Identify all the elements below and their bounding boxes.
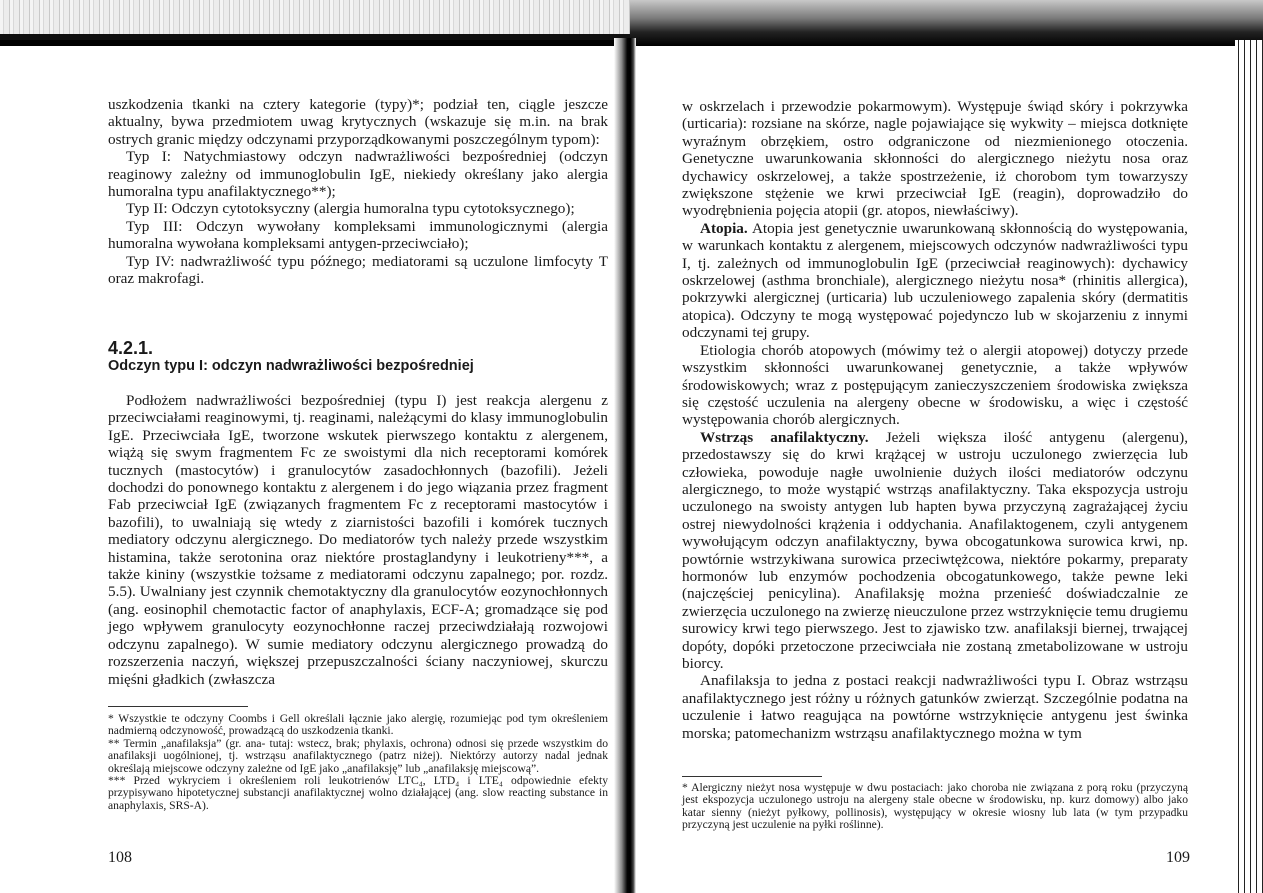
paragraph: uszkodzenia tkanki na cztery kategorie (typy)*; podział ten, ciągle jeszcze aktualny, bywa przedmiotem uwag krytycznych (wskazuje się m.in. na brak ostrych granic między odczynami przyporządkowanymi poszczególnym typom): bbox=[108, 96, 608, 148]
page-number-left: 108 bbox=[108, 849, 132, 866]
paragraph: Typ II: Odczyn cytotoksyczny (alergia humoralna typu cytotoksycznego); bbox=[126, 200, 575, 218]
section-number: 4.2.1. bbox=[108, 338, 154, 358]
footnote: *** Przed wykryciem i określeniem roli leukotrienów LTC₄, LTD₄ i LTE₄ odpowiednie efekty przypisywano hipotetycznej substancji anafilaktycznej wolno działającej (ang. slow reacting substance in anaphylaxis, SRS-A). bbox=[108, 774, 608, 812]
footnote-rule bbox=[108, 706, 248, 707]
paragraph: Etiologia chorób atopowych (mówimy też o alergii atopowej) dotyczy przede wszystkim skłonności uwarunkowanej genetycznie, a także wpływów środowiskowych; wraz z postępującym zanieczyszczeniem środowiska zwiększa się częstość uczulenia na alergeny obecne w środowisku, a więc i częstość występowania chorób alergicznych. bbox=[682, 341, 1188, 429]
paragraph-body: Atopia jest genetycznie uwarunkowaną skłonnością do występowania, w warunkach kontaktu z alergenem, miejscowych odczynów nadwrażliwości typu I, tj. zależnych od immunoglobulin IgE (przeciwciał reaginowych): dychawicy oskrzelowej (asthma bronchiale), alergicznego nieżytu nosa* (rhinitis allergica), pokrzywki alergicznej (urticaria) lub uczuleniowego zapalenia skóry (dermatitis atopica). Odczyny te mogą występować pojedynczo lub w skojarzeniu z innymi odczynami tej grupy. bbox=[682, 219, 1188, 342]
book-gutter bbox=[614, 38, 636, 893]
left-section-text bbox=[108, 392, 608, 688]
scan-dark-bar-left-bottom bbox=[0, 40, 630, 46]
paragraph-body: Jeżeli większa ilość antygenu (alergenu), przedostawszy się do krwi krążącej w ustroju uczulonego zwierzęcia lub człowieka, powoduje nagłe uwolnienie dużych ilości mediatorów odczynu alergicznego, to może wystąpić wstrząs anafilaktyczny. Taka ekspozycja ustroju uczulonego na swoisty antygen lub hapten bywa przyczyną zagrażającej życiu ostrej niewydolności krążenia i oddychania. Anafilaktogenem, czyli antygenem wywołującym odczyn anafilaktyczny, bywa obcogatunkowa surowica krwi, np. powtórnie wstrzykiwana surowica przeciwtężcowa, niektóre pokarmy, preparaty hormonów lub enzymów pochodzenia obcogatunkowego, także pewne leki (najczęściej penicylina). Anafilaksję można przenieść doświadczalnie ze zwierzęcia uczulonego na zwierzę nieuczulone przez wstrzyknięcie temu drugiemu surowicy krwi tego pierwszego. Jest to zjawisko tzw. anafilaksji biernej, trwającej dopóty, dopóki przetoczone przeciwciała nie zostaną zmetabolizowane w ustroju biorcy. bbox=[682, 428, 1188, 672]
bold-lead: Atopia. bbox=[700, 219, 748, 237]
bold-lead: Wstrząs anafilaktyczny. bbox=[700, 428, 869, 446]
paragraph: Typ IV: nadwrażliwość typu późnego; mediatorami są uczulone limfocyty T oraz makrofagi. bbox=[108, 252, 608, 288]
paragraph: w oskrzelach i przewodzie pokarmowym). Występuje świąd skóry i pokrzywka (urticaria): rozsiane na skórze, nagle pojawiające się wykwity – miejsca dotknięte wyraźnym obrzękiem, ostro odgraniczone od niezmienionego otoczenia. Genetyczne uwarunkowania skłonności do alergicznego nieżytu nosa oraz dychawicy oskrzelowej, a także spostrzeżenie, iż chorobom tym towarzyszy zwiększone stężenie we krwi przeciwciał IgE (reagin), doprowadziło do wyodrębnienia pojęcia atopii (gr. atopos, niewłaściwy). bbox=[682, 98, 1188, 220]
left-intro-text bbox=[108, 96, 608, 287]
paragraph-wstrzas bbox=[682, 429, 1188, 673]
paragraph: Typ III: Odczyn wywołany kompleksami immunologicznymi (alergia humoralna wywołana kompleksami antygen-przeciwciało); bbox=[108, 217, 608, 253]
footnote: * Alergiczny nieżyt nosa występuje w dwu postaciach: jako choroba nie związana z porą roku (przyczyną jest ekspozycja uczulonego ustroju na alergeny stale obecne w środowisku, np. kurz domowy) albo jako katar sienny (nieżyt pyłkowy, pollinosis), występujący w okresie wiosny lub lata (w tym przypadku przyczyną jest uczulenie na pyłki roślinne). bbox=[682, 781, 1188, 832]
scan-dark-bar-right bbox=[630, 0, 1263, 46]
page-number-right: 109 bbox=[1166, 849, 1190, 866]
left-footnotes bbox=[108, 713, 608, 812]
right-footnotes bbox=[682, 782, 1188, 832]
paragraph-atopia bbox=[682, 220, 1188, 342]
footnote: ** Termin „anafilaksja” (gr. ana- tutaj: wstecz, brak; phylaxis, ochrona) odnosi się przede wszystkim do anafilaksji uogólnionej, tj. wstrząsu anafilaktycznego (patrz niżej). Niektórzy autorzy nadal jednak określają miejscowe odczyny zależne od IgE jako „anafilaksję” lub „anafilaksję miejscową”. bbox=[108, 736, 608, 775]
page-edge-lines bbox=[1235, 40, 1263, 893]
paragraph: Anafilaksja to jedna z postaci reakcji nadwrażliwości typu I. Obraz wstrząsu anafilaktycznego jest różny u różnych gatunków zwierząt. Szczególnie podatna na uczulenie i łatwo reagująca na powtórne wstrzyknięcie antygenu jest świnka morska; patomechanizm wstrząsu anafilaktycznego można w tym bbox=[682, 672, 1188, 742]
section-title: Odczyn typu I: odczyn nadwrażliwości bezpośredniej bbox=[108, 358, 474, 374]
footnote: * Wszystkie te odczyny Coombs i Gell określali łącznie jako alergię, rozumiejąc pod tym określeniem nadmierną odczynowość, prowadzącą do uszkodzenia tkanki. bbox=[108, 712, 608, 738]
footnote-rule bbox=[682, 776, 822, 777]
paragraph: Podłożem nadwrażliwości bezpośredniej (typu I) jest reakcja alergenu z przeciwciałami reaginowymi, tj. reaginami, należącymi do klasy immunoglobulin IgE. Przeciwciała IgE, tworzone wskutek pierwszego kontaktu z alergenem, wiążą się swym fragmentem Fc ze swoistymi dla nich receptorami komórek tucznych (mastocytów) i granulocytów zasadochłonnych (bazofili). Jeżeli dochodzi do ponownego kontaktu z alergenem i do jego wiązania przez fragment Fab przeciwciał IgE (związanych fragmentem Fc z receptorami mastocytów i bazofili), to uwalniają się wtedy z ziarnistości bazofili i komórek tucznych mediatory odczynu alergicznego. Do mediatorów tych należy przede wszystkim histamina, także serotonina oraz niektóre prostaglandyny i leukotrieny***, a także kininy (wszystkie tożsame z mediatorami odczynu zapalnego; por. rozdz. 5.5). Uwalniany jest czynnik chemotaktyczny dla granulocytów eozynochłonnych (ang. eosinophil chemotactic factor of anaphylaxis, ECF-A; gromadzące się pod jego wpływem granulocyty eozynochłonne raczej przeciwdziałają rozwojowi odczynu zapalnego). W sumie mediatory odczynu alergicznego prowadzą do rozszerzenia naczyń, większej przepuszczalności ściany naczyniowej, skurczu mięśni gładkich (zwłaszcza bbox=[108, 392, 608, 688]
right-body-text bbox=[682, 98, 1188, 742]
paragraph: Typ I: Natychmiastowy odczyn nadwrażliwości bezpośredniej (odczyn reaginowy zależny od immunoglobulin IgE, niekiedy określany jako alergia humoralna typu anafilaktycznego**); bbox=[108, 148, 608, 201]
